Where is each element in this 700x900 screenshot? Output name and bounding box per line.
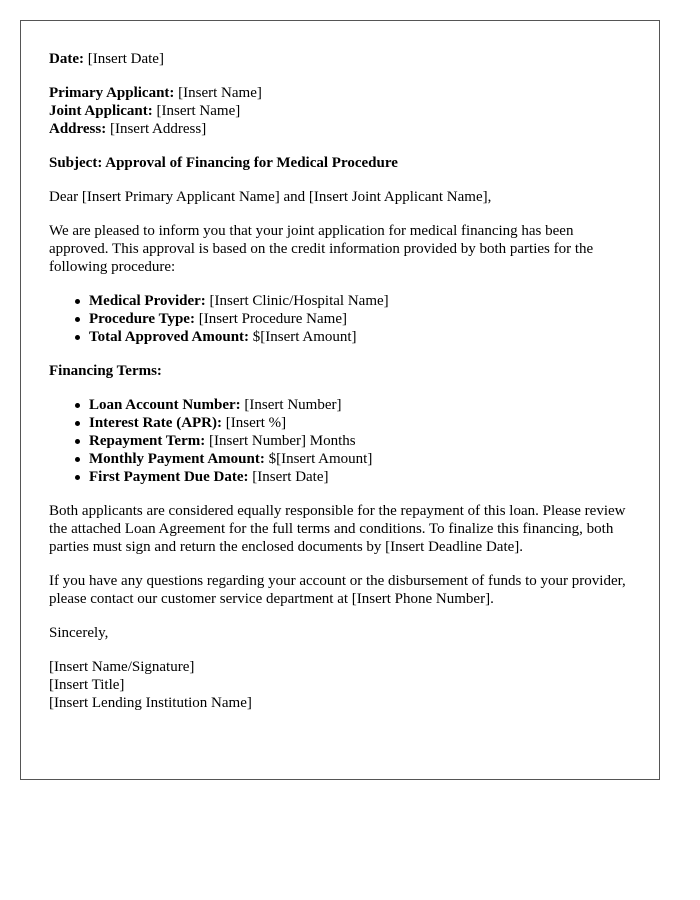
applicant-block: [49, 84, 631, 138]
repayment-term-label: Repayment Term:: [89, 433, 206, 449]
signature-block: [49, 658, 631, 712]
monthly-payment-amount-label: Monthly Payment Amount:: [89, 451, 265, 467]
signature-name: [Insert Name/Signature]: [49, 659, 195, 675]
intro-paragraph: We are pleased to inform you that your joint application for medical financing has been approved. This approval is based on the credit information provided by both parties for the following procedure:: [49, 223, 594, 275]
subject-line: [49, 154, 631, 172]
interest-rate-value: [Insert %]: [225, 415, 287, 431]
signature-institution: [Insert Lending Institution Name]: [49, 695, 252, 711]
primary-applicant-label: Primary Applicant:: [49, 85, 175, 101]
procedure-type-label: Procedure Type:: [89, 311, 195, 327]
loan-account-number-label: Loan Account Number:: [89, 397, 241, 413]
financing-terms-list: [49, 396, 631, 486]
list-item: [89, 468, 631, 486]
joint-applicant-line: [49, 102, 631, 120]
address-value: [Insert Address]: [109, 121, 207, 137]
list-item: [89, 292, 631, 310]
monthly-payment-amount-value: $[Insert Amount]: [268, 451, 373, 467]
repayment-term-value: [Insert Number] Months: [209, 433, 356, 449]
address-line: [49, 120, 631, 138]
medical-provider-value: [Insert Clinic/Hospital Name]: [209, 293, 389, 309]
total-approved-amount-value: $[Insert Amount]: [252, 329, 357, 345]
signature-title: [Insert Title]: [49, 677, 125, 693]
medical-provider-label: Medical Provider:: [89, 293, 206, 309]
total-approved-amount-label: Total Approved Amount:: [89, 329, 250, 345]
questions-paragraph: If you have any questions regarding your account or the disbursement of funds to your provider, please contact our customer service department at [Insert Phone Number].: [49, 573, 626, 607]
joint-applicant-label: Joint Applicant:: [49, 103, 153, 119]
date-label: Date:: [49, 51, 84, 67]
list-item: [89, 328, 631, 346]
list-item: [89, 432, 631, 450]
address-label: Address:: [49, 121, 107, 137]
responsibility-paragraph: Both applicants are considered equally responsible for the repayment of this loan. Please review the attached Loan Agreement for the full terms and conditions. To finalize this financing, both parties must sign and return the enclosed documents by [Insert Deadline Date].: [49, 503, 626, 555]
list-item: [89, 310, 631, 328]
date-value: [Insert Date]: [87, 51, 164, 67]
list-item: [89, 396, 631, 414]
first-payment-due-date-value: [Insert Date]: [252, 469, 329, 485]
first-payment-due-date-label: First Payment Due Date:: [89, 469, 249, 485]
primary-applicant-line: [49, 84, 631, 102]
joint-applicant-value: [Insert Name]: [156, 103, 241, 119]
procedure-type-value: [Insert Procedure Name]: [198, 311, 347, 327]
list-item: [89, 450, 631, 468]
financing-terms-heading: [49, 362, 631, 380]
closing: Sincerely,: [49, 625, 109, 641]
interest-rate-label: Interest Rate (APR):: [89, 415, 223, 431]
letter-document: [20, 20, 660, 780]
loan-account-number-value: [Insert Number]: [244, 397, 342, 413]
subject-text: Subject: Approval of Financing for Medical Procedure: [49, 155, 398, 171]
list-item: [89, 414, 631, 432]
financing-terms-heading-text: Financing Terms:: [49, 363, 162, 379]
date-line: [49, 50, 631, 68]
procedure-list: [49, 292, 631, 346]
primary-applicant-value: [Insert Name]: [178, 85, 262, 101]
salutation: Dear [Insert Primary Applicant Name] and [Insert Joint Applicant Name],: [49, 189, 492, 205]
